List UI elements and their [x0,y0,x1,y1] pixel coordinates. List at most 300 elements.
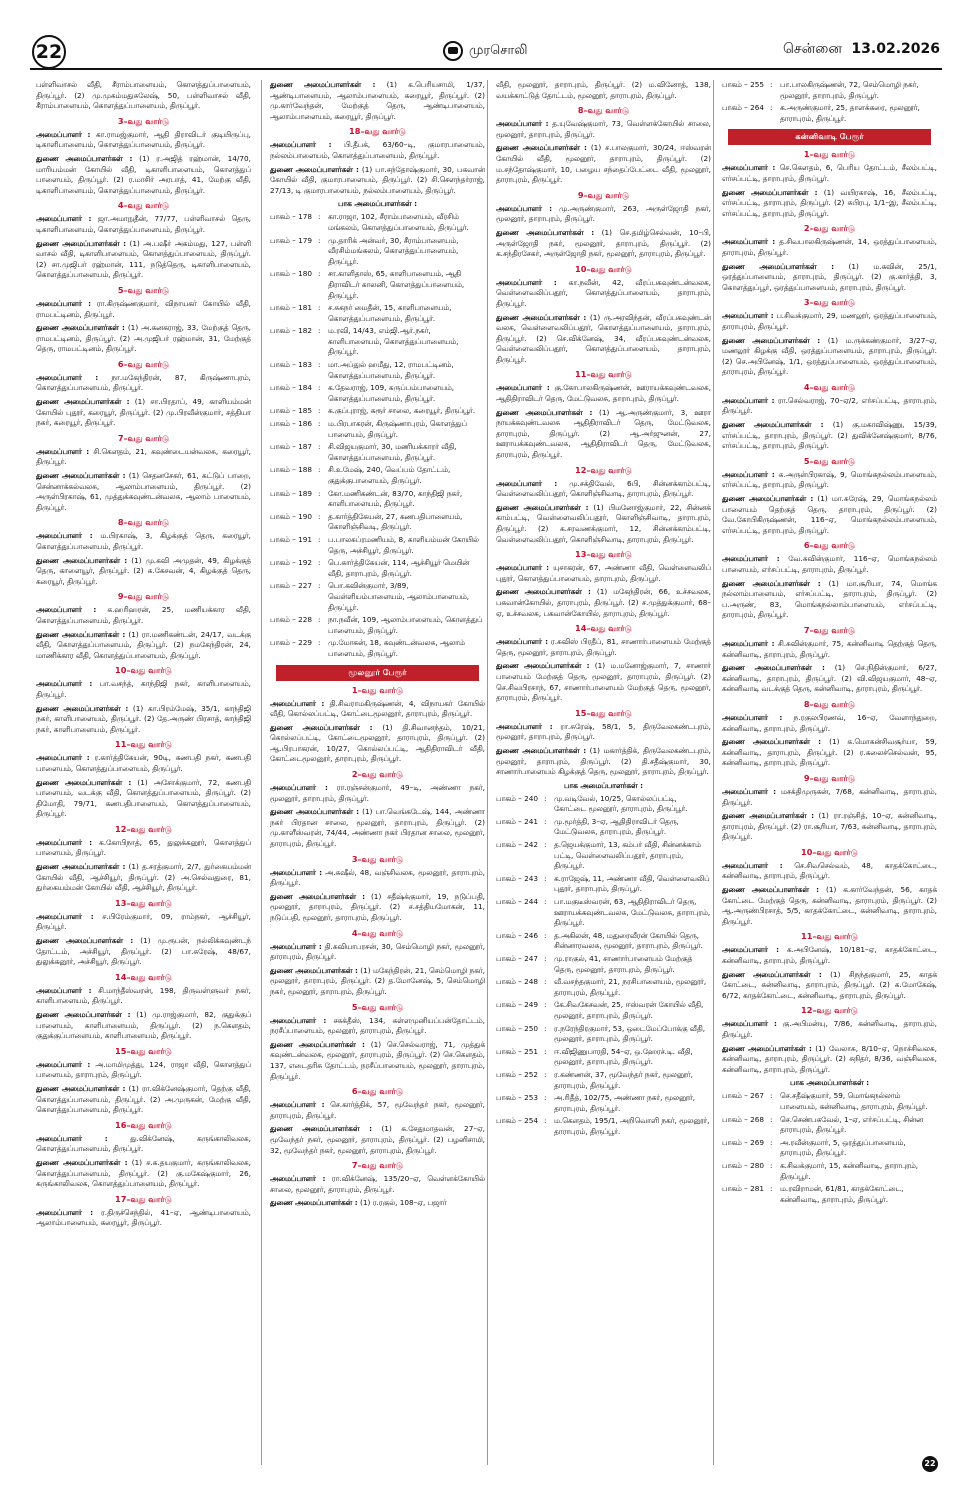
booth-number: பாகம் – 268 [722,1114,764,1124]
organiser-entry [270,892,485,924]
separator: : [544,897,547,907]
role-label: அமைப்பாளர் : [496,119,549,129]
booth-row [270,615,485,636]
organiser-entry [496,313,711,366]
organiser-entry [270,868,485,889]
entry-text: (1) க.சேதுமாதவன், 27–ஏ, மூவேந்தர் நகர், மூலனூர், தாராபுரம், திருப்பூர். (2) பழனிசாமி, 32, மூவேந்தர் நகர், மூலனூர், தாராபுரம், திருப்பூர். [270,1124,485,1155]
role-label: அமைப்பாளர் : [270,1015,327,1025]
masthead [443,40,528,62]
booth-organiser: பா.பாலகிருஷ்ணன், 72, செம்மொழி நகர், மூலனூர், தாராபுரம், திருப்பூர். [780,80,919,100]
entry-text: (1) ரா.மணிகண்டன், 24/17, வடக்கு வீதி, கொளத்துப்பாளையம், திருப்பூர். (2) நமகேந்திரன், 24, மாணிக்கார வீதி, கொளத்துப்பாளையம், திருப்பூர். [36,629,251,660]
organiser-entry [496,637,711,658]
role-label: அமைப்பாளர் : [496,563,550,573]
organiser-entry [36,323,251,355]
organiser-entry [270,1174,485,1195]
booth-organiser: ர.கண்ணன், 37, மூவேந்தர் நகர், மூலனூர், தாராபுரம், திருப்பூர். [554,1069,693,1090]
ward-heading: 4–வது வார்டு [803,381,856,392]
entry-text: (1) வயிரகாஷ், 16, சீலம்பட்டி, எர்சப்பட்டி, தாராபுரம், திருப்பூர். (2) சுபிரபு, 1/1–இ, சீலம்பட்டி, எர்சப்பட்டி, தாராபுரம், திருப்பூர். [722,187,937,218]
entry-text: (1) செ.நிதின்குமார், 6/27, கன்னிவாடி, தாராபுரம், திருப்பூர். (2) வி.விஜயகுமார், 48–ஏ, கன்னிவாடி வடக்குத் தெரு, கன்னிவாடி, தாராபுரம், திருப்பூர். [722,663,937,694]
entry-text: கா.ராமஜ்குமார், ஆதி திராவிடர் குடியிருப்பு, டிகாளிபாளையம், கொளத்துப்பாளையம், திருப்பூர். [36,129,251,150]
role-label: அமைப்பாளர் : [722,163,776,173]
role-label: துணை அமைப்பாளர்கள் : [270,80,376,89]
separator: : [318,488,321,498]
section-banner: மூலனூர் பேரூர் [276,665,479,681]
entry-text: ரா.ரஞ்சன்குமார், 49–டி, அண்ணா நகர், மூலனூர், தாராபுரம், திருப்பூர். [270,783,485,803]
booth-number: பாகம் – 240 [496,793,538,803]
organiser-entry [496,563,711,584]
entry-text: (1) மு.ரூபன், நல்லிக்கவுண்டந் தோட்டம், அச்சியூர், திருப்பூர். (2) பா.சுரேஷ், 48/67, துலுக்கனூர், அச்சியூர், திருப்பூர். [36,936,251,967]
organiser-entry [722,470,937,491]
organiser-entry [722,494,937,536]
organiser-entry [270,807,485,849]
separator: : [318,638,321,648]
section-banner: கன்னிவாடி பேரூர் [728,129,931,145]
booth-organiser: கே.சிவகேசவன், 25, ஈஸ்வரன் கோயில் வீதி, மூலனூர், தாராபுரம், திருப்பூர். [554,1000,704,1020]
role-label: அமைப்பாளர் : [270,783,328,793]
booth-organiser: ப.பாலசுப்ரமணியம், 8, காளியம்மன் கோயில் தெரு, அச்சியூர், திருப்பூர். [328,534,479,555]
role-label: அமைப்பாளர் : [722,1019,777,1029]
separator: : [770,1091,773,1101]
ward-heading: 3–வது வார்டு [351,853,404,864]
role-label: துணை அமைப்பாளர்கள் : [722,261,835,271]
separator: : [318,419,321,429]
entry-text: அ.மாமிமுத்து, 124, ராஜா வீதி, கொளத்துப் பாளையம், தாராபுரம், திருப்பூர். [36,1059,251,1080]
role-label: துணை அமைப்பாளர்கள் : [270,1198,358,1208]
role-label: துணை அமைப்பாளர்கள் : [722,885,820,895]
separator: : [544,873,547,883]
role-label: அமைப்பாளர் : [36,1059,91,1069]
entry-text: ரா.கிருஷ்ணகுமார், விநாயகர் கோயில் வீதி, ராமபட்டினம், திருப்பூர். [36,298,251,319]
ward-heading: 18–வது வார்டு [349,126,406,137]
role-label: அமைப்பாளர் : [722,712,783,722]
booth-list-heading: பாக அமைப்பாளர்கள் : [337,199,418,209]
booth-organiser: க.சிவக்குமார், 15, கன்னிவாடி, தாராபுரம், திருப்பூர். [780,1160,919,1181]
role-label: அமைப்பாளர் : [722,237,776,247]
entry-text: வே.சுவின்குமார், 116–ஏ, மொங்கநல்லம் பாளையம், எர்சப்பட்டி, தாராபுரம், திருப்பூர். [722,554,937,574]
organiser-entry [270,80,485,122]
entry-text: (1) மகேந்திரன், 21, செம்மொழி நகர், மூலனூர், தாராபுரம், திருப்பூர். (2) த.மோனேஷ், 5, செம்மொழி நகர், மூலனூர், தாராபுரம், திருப்பூர். [270,965,485,996]
entry-text: ஜா.அமாநுதீன், 77/77, பள்ளிவாசல் தெரு, டிகாளிபாளையம், கொளத்துப்பாளையம், திருப்பூர். [36,214,251,234]
ward-heading: 6–வது வார்டு [117,358,170,369]
role-label: துணை அமைப்பாளர்கள் : [36,862,126,872]
separator: : [318,235,321,245]
organiser-entry [496,661,711,703]
role-label: துணை அமைப்பாளர்கள் : [36,153,133,163]
separator: : [544,1069,547,1079]
booth-row [270,442,485,463]
role-label: அமைப்பாளர் : [722,786,777,796]
organiser-entry [496,479,711,500]
booth-number: பாகம் – 244 [496,897,538,907]
ward-heading: 10–வது வார்டு [801,846,858,857]
ward-heading: 2–வது வார்டு [351,769,404,780]
role-label: துணை அமைப்பாளர்கள் : [496,502,589,512]
organiser-entry [36,471,251,513]
organiser-entry [722,396,937,417]
role-label: அமைப்பாளர் : [36,679,93,689]
ward-heading: 16–வது வார்டு [115,1119,172,1130]
ward-heading: 9–வது வார்டு [803,772,856,783]
role-label: துணை அமைப்பாளர்கள் : [36,555,128,565]
entry-text: ரா.சுரேஷ், 58/1, 5, திருவேலகண்டபுரம், மூலனூர், தாராபுரம், திருப்பூர். [496,721,711,742]
role-label: துணை அமைப்பாளர்கள் : [722,1043,812,1053]
booth-row [722,1161,937,1182]
entry-text: சி.சுவின்குமார், 75, கன்னிவாடி தெற்குத் தெரு, கன்னிவாடி, தாராபுரம், திருப்பூர். [722,638,937,659]
booth-organiser: வீ.வசந்தகுமார், 21, நரசிபாளையம், மூலனூர், தாராபுரம், திருப்பூர். [554,977,707,997]
booth-organiser: ம.கௌதம், 195/1, அறிவொளி நகர், மூலனூர், தாராபுரம், திருப்பூர். [554,1116,710,1136]
role-label: துணை அமைப்பாளர்கள் : [496,587,591,597]
entry-text: (1) மா.சுரேஷ், 29, மொங்கநல்லம் பாளையம் தெற்குத் தெரு, தாராபுரம், திருப்பூர். (2) வே.கோபிகிருஷ்ணன், 116–ஏ, மொங்கநல்லம்பாளையம், எர்சப்பட்டி, தாராபுரம், திருப்பூர். [722,494,937,535]
booth-row [270,326,485,358]
booth-number: பாகம் – 179 [270,235,312,245]
booth-organiser: க.குப்புராஜ், கரூர் சாலை, கரையூர், திருப்பூர். [328,406,476,416]
separator: : [544,816,547,826]
role-label: துணை அமைப்பாளர்கள் : [722,420,824,430]
organiser-entry [36,679,251,700]
organiser-entry [36,753,251,774]
role-label: அமைப்பாளர் : [36,298,91,308]
organiser-entry [36,605,251,626]
article-column-3 [496,80,711,1460]
ward-heading: 14–வது வார்டு [115,971,172,982]
role-label: துணை அமைப்பாளர்கள் : [722,811,815,821]
separator: : [544,977,547,987]
separator: : [318,465,321,475]
organiser-entry [36,239,251,281]
booth-organiser: பா.மகுடீஸ்வரன், 63, ஆதிதிராவிடர் தெரு, ஊராயக்கவுண்டவலசு, மேட்டுவலசு, தாராபுரம், திருப்பூர். [554,897,711,928]
entry-text: ச.பிரேம்குமார், 09, ராம்நகர், ஆச்சியூர், திருப்பூர். [36,911,251,932]
organiser-entry [36,130,251,151]
booth-organiser: அ.ரவீன்குமார், 5, ஒரத்துப்பாளையம், தாராபுரம், திருப்பூர். [780,1137,906,1158]
booth-organiser: மா.அப்துல் ஹமீது, 12, ராமபட்டினம், கொளத்துப்பாளையம், திருப்பூர். [328,360,454,380]
organiser-entry [722,861,937,882]
ward-heading: 15–வது வார்டு [575,707,632,718]
entry-text: கு.கோபாலகிருஷ்ணன், ஊராயக்கவுண்டவலசு, ஆதிதிராவிடர் தெரு, மேட்டுவலசு, தாராபுரம், திருப்பூர். [496,383,711,404]
role-label: துணை அமைப்பாளர்கள் : [496,143,587,153]
separator: : [544,954,547,963]
role-label: அமைப்பாளர் : [722,311,774,321]
role-label: துணை அமைப்பாளர்கள் : [722,578,821,588]
role-label: அமைப்பாளர் : [722,945,780,955]
ward-heading: 17–வது வார்டு [115,1193,172,1204]
organiser-entry [36,556,251,588]
ward-heading: 1–வது வார்டு [351,684,404,695]
booth-row [270,406,485,417]
organiser-entry [36,397,251,429]
ward-heading: 9–வது வார்டு [117,591,170,602]
booth-organiser: பொ.கவின்குமார், 3/89, வெள்ளியம்பாளையம், ஆலாம்பாளையம், திருப்பூர். [328,581,470,612]
organiser-entry [722,787,937,808]
booth-row [722,80,937,101]
entry-text: ர.சுவிஸ் பிரதீப், 81, சாணார்பாளையம் மேற்குத் தெரு, மூலனூர், தாராபுரம், திருப்பூர். [496,637,711,657]
entry-text: (1) ச.க.தயகுமார், கருங்காலிவலசு, கொளத்துப்பாளையம், திருப்பூர். (2) கு.மகேஷ்குமார், 26, கருங்காலிவலசு, கொளத்துப்பாளையம், திருப்பூர். [36,1157,251,1189]
role-label: அமைப்பாளர் : [722,554,780,564]
entry-text: கு.அபிமன்யு, 7/86, கன்னிவாடி, தாராபுரம், திருப்பூர். [722,1019,937,1039]
separator: : [318,511,321,521]
entry-text: தி.சுவியாபரசன், 30, செம்மொழி நகர், மூலனூர், தாராபுரம், திருப்பூர். [270,941,485,962]
elephant-logo-icon [443,41,463,61]
role-label: துணை அமைப்பாளர்கள் : [36,471,126,481]
edition-city: சென்னை [782,41,842,57]
organiser-entry [722,1044,937,1076]
booth-number: பாகம் – 243 [496,873,538,883]
ward-heading: 11–வது வார்டு [801,931,858,942]
booth-organiser: த.ஜெயக்குமார், 13, கம்பர் வீதி, சின்னக்காம் பட்டி, வெள்ளைவலிப்பதூர், தாராபுரம், திருப்பூர். [554,840,701,871]
organiser-entry [722,188,937,220]
ward-heading: 13–வது வார்டு [115,897,172,908]
booth-number: பாகம் – 281 [722,1184,764,1194]
entry-text: ர.கார்த்திகேயன், 90டி, கணபதி நகர், கணபதி பாளையம், கொளத்துப்பாளையம், திருப்பூர். [36,753,251,773]
separator: : [318,269,321,279]
organiser-entry [270,783,485,804]
organiser-entry [36,838,251,859]
organiser-entry [722,639,937,660]
organiser-entry [270,942,485,963]
booth-list-heading: பாக அமைப்பாளர்கள் : [789,1078,870,1088]
booth-row [496,954,711,975]
entry-text: (1) ரு.அரவிந்தன், வீரப்பகவுண்டன் வலசு, வெள்ளைவலிப்பதூர், கொளத்துப்பாளையம், தாராபுரம், திருப்பூர். (2) செ.விக்னேஷ், 34, வீரப்பகவுண்டன்வலசு, வெள்ளைவலிப்பதூர், கொளத்துப்பாளையம், தாராபுரம், திருப்பூர். [496,312,711,364]
entry-text: ப.சிவக்குமார், 29, மணலூர், ஒரத்துப்பாளையம், தாராபுரம், திருப்பூர். [722,311,937,331]
separator: : [544,1023,547,1033]
entry-text: (1) சிநந்தகுமார், 25, காதக் கோட்டை, கன்னிவாடி, தாராபுரம், திருப்பூர். (2) க.மோகேஷ், 6/72, காதக்கோட்டை, கன்னிவாடி, தாராபுரம், திருப்பூர். [722,969,937,1000]
organiser-entry [36,1060,251,1081]
booth-organiser: த.கார்த்திகேயன், 27, கணபதிபாளையம், கொளிஞ்சிவடி, திருப்பூர். [328,511,463,532]
organiser-entry [722,420,937,452]
booth-number: பாகம் – 249 [496,1000,538,1010]
entry-text: செ.கௌதம், 6, பெரிய தோட்டம், சீலம்பட்டி, எர்சப்பட்டி, தாராபுரம், திருப்பூர். [722,163,937,183]
organiser-entry [36,531,251,552]
entry-text: ரா.விக்னேஷ், 135/20–ஏ, வெள்ளக்கோயில் சாலை, மூலனூர், தாராபுரம், திருப்பூர். [270,1174,485,1194]
booth-row [496,1047,711,1068]
role-label: துணை அமைப்பாளர்கள் : [270,1039,365,1049]
page-number: 22 [32,35,66,69]
organiser-entry [496,503,711,545]
role-label: அமைப்பாளர் : [36,1207,94,1217]
booth-organiser: பெ.கார்த்திகேயன், 114, ஆச்சியூர் மெயின் வீதி, தாராபுரம், திருப்பூர். [328,558,470,578]
organiser-entry [36,1134,251,1155]
role-label: அமைப்பாளர் : [36,837,93,847]
booth-number: பாகம் – 228 [270,615,312,625]
entry-text: (1) கு.மகாவிஷ்ணு, 15/39, எர்சப்பட்டி, தாராபுரம், திருப்பூர். (2) துவிக்னேஷ்குமார், 8/76, எர்சப்பட்டி, தாராபுரம், திருப்பூர். [722,420,937,451]
entry-text: (1) செ.செல்வராஜ், 71, முத்துக் கவுண்டன்வலசு, மூலனூர், தாராபுரம், திருப்பூர். (2) செ.கௌதம், 137, எடைதரிசு தோட்டம், நரசீப்பாளையம், மூலனூர், தாராபுரம், திருப்பூர். [270,1039,485,1081]
organiser-entry [496,228,711,260]
role-label: துணை அமைப்பாளர்கள் : [36,1010,131,1019]
organiser-entry [36,1010,251,1042]
ward-heading: 11–வது வார்டு [115,739,172,750]
booth-number: பாகம் – 185 [270,406,312,416]
ward-heading: 15–வது வார்டு [115,1045,172,1056]
booth-row [722,1138,937,1159]
organiser-entry [722,811,937,843]
entry-text: (1) க.பெரியசாமி, 1/37, ஆண்டிபாளையம், ஆலாம்பாளையம், கரையூர், திருப்பூர். (2) மு.கார்வேந்தன், மேற்குத் தெரு, ஆண்டிபாளையம், ஆலாம்பாளையம், கரையூர், திருப்பூர். [270,80,485,121]
ward-heading: 7–வது வார்டு [803,624,856,635]
entry-text: (1) த.சரத்குமார், 2/7, துர்கையம்மன் கோயில் வீதி, ஆச்சியூர், திருப்பூர். (2) அ.செல்வதுரை, 81, துர்கையம்மன் கோயில் வீதி, ஆச்சியூர், திருப்பூர். [36,862,251,893]
entry-text: ம.பிரகாஷ், 3, கிழக்குத் தெரு, கரையூர், கொளத்துப்பாளையம், திருப்பூர். [36,531,251,551]
ward-heading: 14–வது வார்டு [575,623,632,634]
organiser-entry [722,970,937,1002]
ward-heading: 3–வது வார்டு [803,297,856,308]
entry-text: யுசாகரன், 67, அண்ணா வீதி, வெள்ளைவலிப் புதூர், கொளத்துப்பாளையம், தாராபுரம், திருப்பூர். [496,563,711,583]
entry-text: (1) அ.கனகராஜ், 33, மேற்குத் தெரு, ராமபட்டினம், திருப்பூர். (2) அ.முஜிபர் ரஹ்மான், 31, மேற்குத் தெரு, ராமபட்டினம், திருப்பூர். [36,323,251,354]
booth-number: பாகம் – 184 [270,383,312,393]
booth-row [722,1115,937,1136]
booth-organiser: மு.மோகன், 18, கவுண்டன்வலசு, ஆலாம் பாளையம், திருப்பூர். [328,638,465,658]
separator: : [318,303,321,313]
organiser-entry [270,1040,485,1082]
entry-text: (1) கா.பிரம்மேஷ், 35/1, காந்திஜி நகர், காளிபாளையம், திருப்பூர். (2) தே.அருண் பிரசாத், காந்திஜி நகர், காளிபாளையம், திருப்பூர். [36,703,251,734]
role-label: அமைப்பாளர் : [496,721,553,731]
role-label: அமைப்பாளர் : [722,638,775,648]
booth-number: பாகம் – 189 [270,488,312,498]
organiser-entry [496,143,711,185]
organiser-entry [36,986,251,1007]
organiser-entry [722,262,937,294]
role-label: துணை அமைப்பாளர்கள் : [36,238,127,248]
booth-organiser: ஈ.விஜிணுபாரதி, 54–ஏ, ஒ.ஹேரச்.டி. வீதி, மூலனூர், தாராபுரம், திருப்பூர். [554,1046,693,1067]
booth-organiser: மு.மூர்த்தி, 3–ஏ, ஆதிதிராவிடர் தெரு, மேட்டுவலசு, தாராபுரம், திருப்பூர். [554,816,679,837]
role-label: அமைப்பாளர் : [270,140,332,150]
ward-heading: 12–வது வார்டு [575,464,632,475]
ward-heading: 1–வது வார்டு [803,149,856,160]
organiser-entry [722,311,937,332]
organiser-entry [36,80,251,112]
booth-row [496,1070,711,1091]
organiser-entry [722,1019,937,1040]
role-label: அமைப்பாளர் : [722,395,775,405]
organiser-entry [36,778,251,820]
article-column-2 [270,80,485,1460]
role-label: அமைப்பாளர் : [36,1133,108,1143]
booth-number: பாகம் – 254 [496,1116,538,1126]
role-label: துணை அமைப்பாளர்கள் : [722,494,814,504]
entry-text: சி.மாந்தீஸ்வரன், 198, திருவள்ளுவர் நகர், காளிபாளையம், திருப்பூர். [36,985,251,1006]
role-label: துணை அமைப்பாளர்கள் : [36,703,129,713]
ward-heading: 6–வது வார்டு [803,540,856,551]
organiser-entry [496,746,711,778]
role-label: அமைப்பாளர் : [496,203,553,213]
organiser-entry [496,278,711,310]
separator: : [544,1000,547,1010]
ward-heading: 2–வது வார்டு [803,223,856,234]
separator: : [544,1116,547,1126]
column-divider [713,80,714,1465]
booth-organiser: ம.பிரபாகரன், கிருஷ்ணாபுரம், கொளத்துப் பாளையம், திருப்பூர். [328,419,467,439]
role-label: துணை அமைப்பாளர்கள் : [722,737,822,747]
booth-row [270,512,485,533]
booth-number: பாகம் – 183 [270,360,312,370]
entry-text: (1) மா.சூரியா, 74, மொங்க நல்லாம்பாளையம், எர்சப்பட்டி, தாராபுரம், திருப்பூர். (2) ப.அருண், 83, மொங்கநல்லாம்பாளையம், எர்சப்பட்டி, தாராபுரம், திருப்பூர். [722,578,937,620]
entry-text: (1) ர.ரகுல், 108–ஏ, பஜார் [357,1198,447,1208]
entry-text: செ.கார்த்திக், 57, மூவேந்தர் நகர், மூலனூர், தாராபுரம், திருப்பூர். [270,1100,485,1120]
organiser-entry [270,1124,485,1156]
separator: : [544,793,547,803]
header-rule [30,68,942,70]
role-label: அமைப்பாளர் : [36,446,90,456]
entry-text: (1) ச.பாலகுமார், 30/24, ஈஸ்வரன் கோயில் வீதி, மூலனூர், தாராபுரம், திருப்பூர். (2) ம.சந்தோஷ்குமார், 10, பழைய சந்தைப்பேட்டை வீதி, மூலனூர், தாராபுரம், திருப்பூர். [496,143,711,185]
booth-number: பாகம் – 250 [496,1023,538,1033]
separator: : [318,615,321,625]
organiser-entry [270,165,485,197]
role-label: துணை அமைப்பாளர்கள் : [722,969,822,979]
separator: : [544,1093,547,1103]
role-label: அமைப்பாளர் : [36,753,90,763]
role-label: அமைப்பாளர் : [36,605,97,615]
booth-row [270,212,485,233]
booth-row [270,269,485,301]
organiser-entry [722,737,937,769]
booth-row [270,419,485,440]
entry-text: (1) ம.கவின், 25/1, ஒரத்துப்பாளையம், தாராபுரம், திருப்பூர். (2) கு.கார்த்தி, 3, கொளத்துப்பூர், ஒரத்துப்பாளையம், தாராபுரம், திருப்பூர். [722,261,937,292]
separator: : [544,1046,547,1056]
ward-heading: 5–வது வார்டு [351,1001,404,1012]
organiser-entry [722,554,937,575]
ward-heading: 8–வது வார்டு [803,698,856,709]
entry-text: பா.வசந்த், காந்திஜி நகர், காளிபாளையம், திருப்பூர். [36,679,251,699]
role-label: அமைப்பாளர் : [36,985,92,995]
organiser-entry [722,663,937,695]
role-label: துணை அமைப்பாளர்கள் : [496,312,587,322]
booth-organiser: நா.நவீன், 109, ஆலாம்பாளையம், கொளத்துப் பாளையம், திருப்பூர். [328,615,483,635]
booth-organiser: க.ராஜேஷ், 11, அண்ணா வீதி, வெள்ளைவலிப் புதூர், தாராபுரம், திருப்பூர். [554,873,710,894]
booth-row [496,931,711,952]
booth-organiser: கோ.மணிகண்டன், 83/70, காந்திஜி நகர், காளிபாளையம், திருப்பூர். [328,488,463,509]
organiser-entry [722,336,937,378]
role-label: துணை அமைப்பாளர்கள் : [36,629,126,639]
ward-heading: 8–வது வார்டு [577,105,630,116]
role-label: துணை அமைப்பாளர்கள் : [496,661,590,671]
booth-number: பாகம் – 188 [270,465,312,475]
organiser-entry [270,966,485,998]
organiser-entry [36,1208,251,1229]
booth-organiser: சி.விஜயகுமார், 30, மணியக்காரர் வீதி, கொளத்துப்பாளையம், திருப்பூர். [328,442,457,462]
separator: : [544,840,547,850]
booth-row [270,236,485,268]
ward-heading: 10–வது வார்டு [575,263,632,274]
organiser-entry [270,699,485,720]
entry-text: க.ஹரிஹரன், 25, மணியக்கார வீதி, கொளத்துப்பாளையம், திருப்பூர். [36,605,251,625]
booth-list-heading: பாக அமைப்பாளர்கள் : [563,780,644,790]
role-label: அமைப்பாளர் : [722,860,783,870]
ward-heading: 4–வது வார்டு [351,927,404,938]
entry-text: (1) பா.வெங்கடேஷ், 144, அண்ணா நகர் பிரதான சாலை, மூலனூர், தாராபுரம், திருப்பூர். (2) மு.காளீஸ்வரன், 74/44, அண்ணா நகர் பிரதான சாலை, மூலனூர், தாராபுரம், திருப்பூர். [270,807,485,849]
organiser-entry [36,1084,251,1116]
booth-organiser: செ.சதீஷ்குமார், 59, மொங்கநல்லாம் பாளையம், கன்னிவாடி, தாராபுரம், திருப்பூர். [780,1091,928,1111]
role-label: அமைப்பாளர் : [36,911,94,921]
separator: : [770,1160,773,1170]
organiser-entry [36,299,251,320]
booth-row [496,1024,711,1045]
ward-heading: 3–வது வார்டு [117,115,170,126]
entry-text: ர.திருச்செந்தில், 41–ஏ, ஆண்டிபாளையம், ஆலாம்பாளையம், கரையூர், திருப்பூர். [36,1207,251,1228]
organiser-entry [496,383,711,404]
entry-text: (1) அ.பஷீர் அகம்மது, 127, பள்ளி வாசல் வீதி, டிகாளிபாளையம், கொளத்துப்பாளையம், திருப்பூர். (2) சா.முஜிபர் ரஹ்மான், 111, நடுத்தெரு, டிகாளிபாளையம், கொளத்துப்பாளையம், திருப்பூர். [36,238,251,280]
entry-text: (1) க.மொகன்சிவசூர்யா, 59, கன்னிவாடி, தாராபுரம், திருப்பூர். (2) ர.கலைச்செல்வன், 95, கன்னிவாடி, தாராபுரம், திருப்பூர். [722,737,937,768]
booth-organiser: கா.ராஜா, 102, சீராம்பாளையம், வீரசிம் மங்கலம், கொளத்துப்பாளையம், திருப்பூர். [328,212,469,232]
entry-text: (1) மகார்த்திக், திருவேலகண்டபுரம், மூலனூர், தாராபுரம், திருப்பூர். (2) தி.சதீஷ்குமார், 30, சாணார்பாளையம் கிழக்குத் தெரு, மூலனூர், தாராபுரம், திருப்பூர். [496,745,711,777]
booth-row [270,303,485,324]
booth-number: பாகம் – 267 [722,1091,764,1101]
role-label: அமைப்பாளர் : [270,698,325,708]
booth-number: பாகம் – 227 [270,581,312,591]
entry-text: (1) செ.தமிழ்செல்வன், 10–பி, அருள்ஜோதி நகர், மூலனூர், தாராபுரம், திருப்பூர். (2) க.சந்திரசேகர், அருள்ஜோதி நகர், மூலனூர், தாராபுரம், திருப்பூர். [496,227,711,259]
separator: : [770,80,773,89]
entry-text: பள்ளிவாசல் வீதி, சீராம்பாளையம், கொளத்துப்பாளையம், திருப்பூர். (2) மு.முகம்மதுசுலேஷ், 50, பள்ளிவாசல் வீதி, சீராம்பாளையம், கொளத்துப்பாளையம், திருப்பூர். [36,80,251,111]
booth-number: பாகம் – 251 [496,1046,538,1056]
booth-organiser: ர.நரேந்திரகுமார், 53, ஒடைமேப்போக்கு வீதி, மூலனூர், தாராபுரம், திருப்பூர். [554,1023,706,1044]
separator: : [318,581,321,591]
booth-row [496,794,711,815]
entry-text: தி.சிவராமகிருஷ்ணன், 4, விநாயகர் கோயில் வீதி, கொல்லப்பட்டி, கோட்டைமூலனூர், தாராபுரம், திருப்பூர். [270,698,485,719]
